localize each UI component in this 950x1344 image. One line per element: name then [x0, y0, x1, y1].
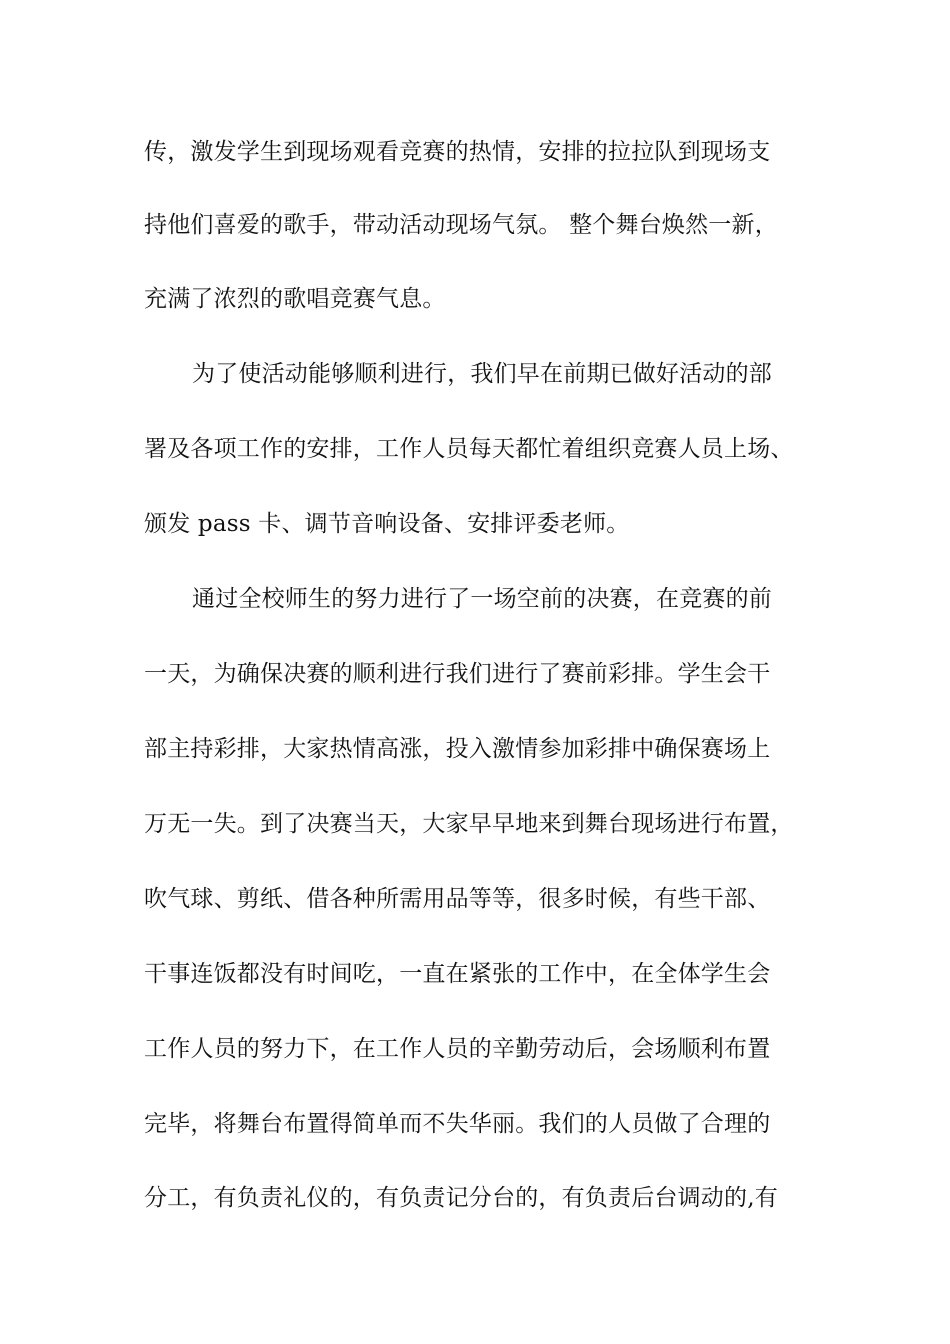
text-line: 署及各项工作的安排，工作人员每天都忙着组织竞赛人员上场、 — [144, 436, 794, 462]
paragraph-start-line: 为了使活动能够顺利进行，我们早在前期已做好活动的部 — [192, 361, 772, 387]
text-line: 吹气球、剪纸、借各种所需用品等等，很多时候，有些干部、 — [144, 886, 771, 912]
text-line: 万无一失。到了决赛当天，大家早早地来到舞台现场进行布置， — [144, 811, 794, 837]
text-line: 完毕，将舞台布置得简单而不失华丽。我们的人员做了合理的 — [144, 1111, 771, 1137]
text-line: 部主持彩排，大家热情高涨，投入激情参加彩排中确保赛场上 — [144, 736, 771, 762]
text-line: 充满了浓烈的歌唱竞赛气息。 — [144, 286, 446, 312]
text-line: 分工，有负责礼仪的，有负责记分台的，有负责后台调动的,有 — [144, 1185, 778, 1211]
text-line: 干事连饭都没有时间吃，一直在紧张的工作中，在全体学生会 — [144, 961, 771, 987]
text-line: 传，激发学生到现场观看竞赛的热情，安排的拉拉队到现场支 — [144, 139, 771, 165]
text-line: 颁发 pass 卡、调节音响设备、安排评委老师。 — [144, 511, 630, 537]
paragraph-start-line: 通过全校师生的努力进行了一场空前的决赛，在竞赛的前 — [192, 586, 772, 612]
text-line: 持他们喜爱的歌手，带动活动现场气氛。 整个舞台焕然一新， — [144, 212, 778, 238]
text-line: 工作人员的努力下，在工作人员的辛勤劳动后，会场顺利布置 — [144, 1036, 771, 1062]
text-line: 一天，为确保决赛的顺利进行我们进行了赛前彩排。学生会干 — [144, 661, 771, 687]
